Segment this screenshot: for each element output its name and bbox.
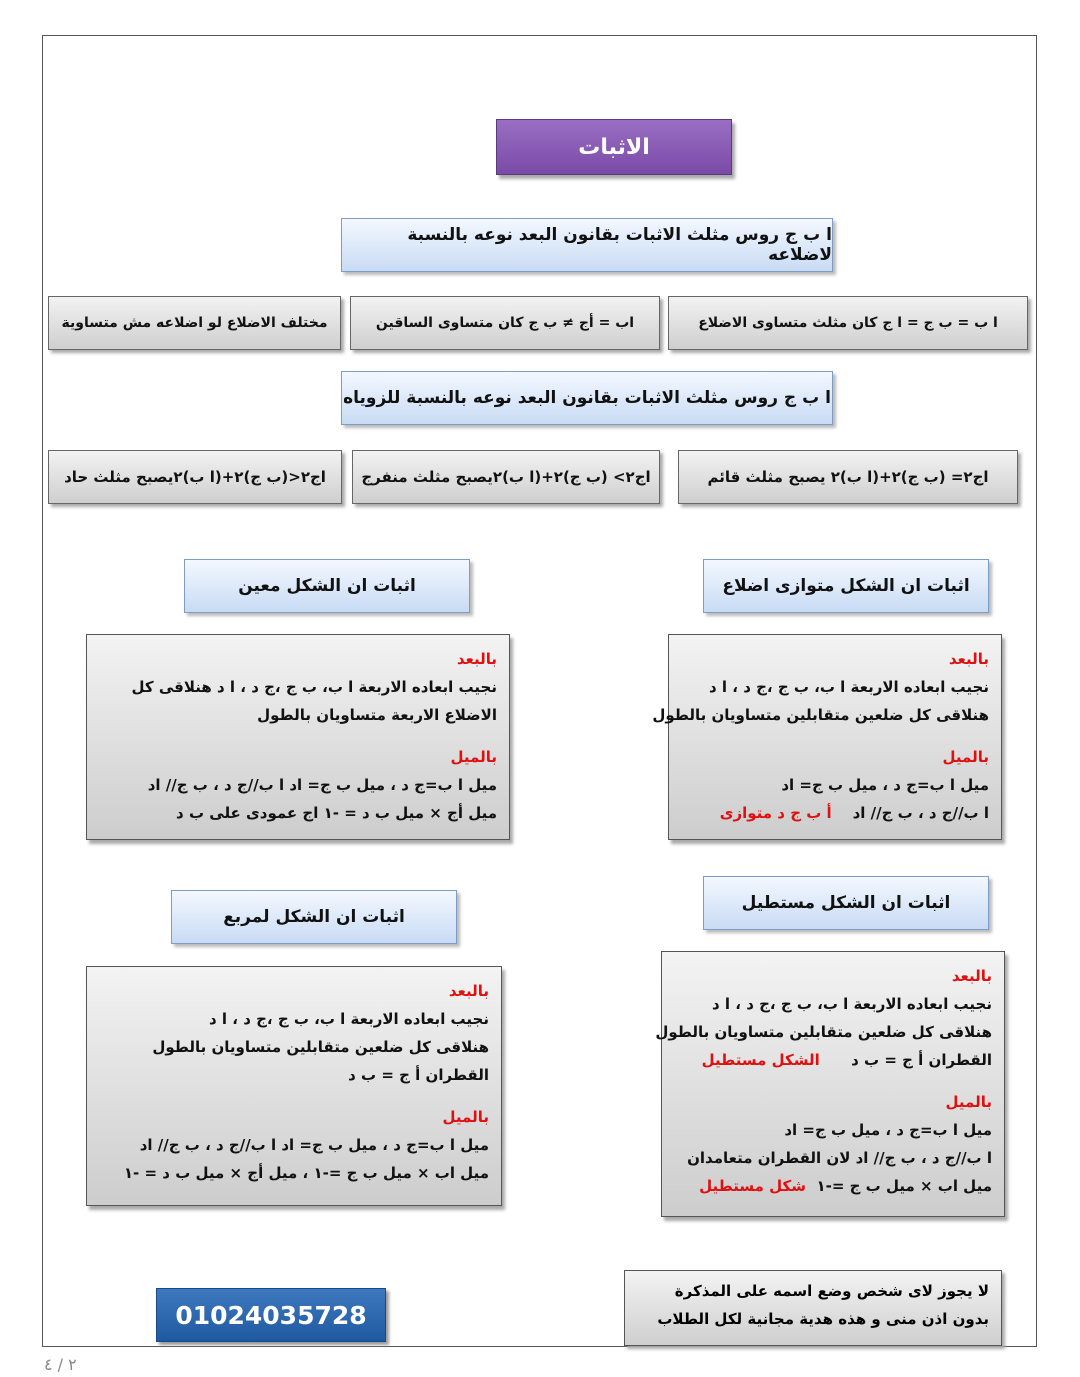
- rhombus-header: اثبات ان الشكل معين: [184, 559, 470, 613]
- conclusion-text: شكل مستطيل: [699, 1177, 806, 1195]
- text-line: الاضلاع الاربعة متساويان بالطول: [257, 706, 497, 724]
- text-line: القطران أ ج = ب د الشكل مستطيل: [701, 1051, 992, 1069]
- text-line: ميل ا ب=ج د ، ميل ب ج= اد: [784, 1121, 992, 1139]
- by-distance-label: بالبعد: [456, 650, 497, 668]
- text-line: هنلاقى كل ضلعين متقابلين متساويان بالطول: [655, 1023, 992, 1041]
- text-line: نجيب ابعاده الاربعة ا ب، ب ج ،ج د ، ا د: [712, 995, 992, 1013]
- text-line: ميل ا ب=ج د ، ميل ب ج= اد ا ب//ج د ، ب ج// اد: [139, 1136, 489, 1154]
- text-line: ميل اب × ميل ب ج =-١ شكل مستطيل: [699, 1177, 992, 1195]
- rhombus-card: [86, 634, 510, 840]
- by-slope-label: بالميل: [442, 1108, 489, 1126]
- sides-header: ا ب ج روس مثلث الاثبات بقانون البعد نوعه بالنسبة لاضلاعه: [341, 218, 833, 272]
- by-slope-label: بالميل: [945, 1093, 992, 1111]
- text-line: ا ب//ج د ، ب ج// اد أ ب ج د متوازى: [719, 804, 989, 822]
- rectangle-card: [655, 951, 1005, 1217]
- text-line: ا ب//ج د ، ب ج// اد لان القطران متعامدان: [687, 1149, 992, 1167]
- text-line: ميل ا ب=ج د ، ميل ب ج= اد: [781, 776, 989, 794]
- by-slope-label: بالميل: [942, 748, 989, 766]
- text-line: هنلاقى كل ضلعين متقابلين متساويان بالطول: [152, 1038, 489, 1056]
- by-distance-label: بالبعد: [948, 650, 989, 668]
- conclusion-text: أ ب ج د متوازى: [719, 804, 832, 822]
- copyright-notice: [624, 1270, 1002, 1346]
- phone-number: 01024035728: [156, 1288, 386, 1342]
- square-card: [86, 966, 502, 1206]
- text-line: ميل ا ب=ج د ، ميل ب ج= اد ا ب//ج د ، ب ج// اد: [147, 776, 497, 794]
- text-line: نجيب ابعاده الاربعة ا ب، ب ج ،ج د ، ا د: [209, 1010, 489, 1028]
- angles-header: ا ب ج روس مثلث الاثبات بقانون البعد نوعه بالنسبة للزوياه: [341, 371, 833, 425]
- by-slope-label: بالميل: [450, 748, 497, 766]
- notice-line: بدون اذن منى و هذه هدية مجانية لكل الطلاب: [657, 1310, 989, 1328]
- text-line: ميل اب × ميل ب ج =-١ ، ميل أج × ميل ب د = -١: [123, 1164, 489, 1182]
- page-title: الاثبات: [496, 119, 732, 175]
- conclusion-text: الشكل مستطيل: [701, 1051, 820, 1069]
- obtuse-triangle-box: اج٢> (ب ج)٢+(ا ب)٢يصبح مثلث منفرج: [352, 450, 660, 504]
- text-line: القطران أ ج = ب د: [348, 1066, 489, 1084]
- equilateral-box: ا ب = ب ج = ا ج كان مثلث متساوى الاضلاع: [668, 296, 1028, 350]
- right-triangle-box: اج٢= (ب ج)٢+(ا ب)٢ يصبح مثلث قائم: [678, 450, 1018, 504]
- isosceles-box: اب = أج ≠ ب ج كان متساوى الساقين: [350, 296, 660, 350]
- acute-triangle-box: اج٢<(ب ج)٢+(ا ب)٢يصبح مثلث حاد: [48, 450, 342, 504]
- square-header: اثبات ان الشكل لمربع: [171, 890, 457, 944]
- by-distance-label: بالبعد: [951, 967, 992, 985]
- parallelogram-header: اثبات ان الشكل متوازى اضلاع: [703, 559, 989, 613]
- parallelogram-card: [652, 634, 1002, 840]
- notice-line: لا يجوز لاى شخص وضع اسمه على المذكرة: [674, 1282, 989, 1300]
- by-distance-label: بالبعد: [448, 982, 489, 1000]
- page-number: ٢ / ٤: [44, 1355, 77, 1374]
- text-line: نجيب ابعاده الاربعة ا ب، ب ج ،ج د ، ا د هنلاقى كل: [131, 678, 497, 696]
- text-line: هنلاقى كل ضلعين متقابلين متساويان بالطول: [652, 706, 989, 724]
- text-line: ميل أج × ميل ب د = -١ اج عمودى على ب د: [176, 804, 497, 822]
- scalene-box: مختلف الاضلاع لو اضلاعه مش متساوية: [48, 296, 341, 350]
- rectangle-header: اثبات ان الشكل مستطيل: [703, 876, 989, 930]
- text-line: نجيب ابعاده الاربعة ا ب، ب ج ،ج د ، ا د: [709, 678, 989, 696]
